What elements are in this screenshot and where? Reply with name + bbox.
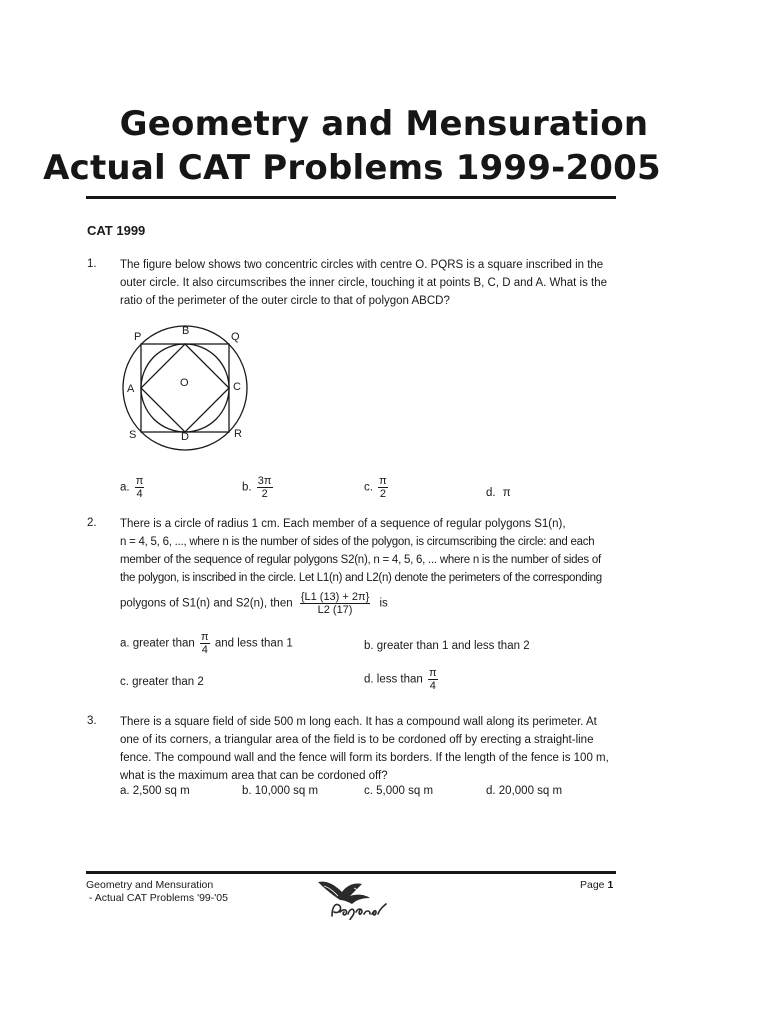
figure-label-c: C: [233, 381, 241, 393]
question-2-number: 2.: [87, 517, 97, 529]
q2-option-b: b. greater than 1 and less than 2: [364, 640, 530, 652]
figure-label-r: R: [234, 428, 242, 440]
fraction: $\frac{\pi}{4}$: [201, 631, 209, 656]
fraction: $\frac{\pi}{2}$: [379, 475, 387, 500]
question-2-line-4: the polygon, is inscribed in the circle. Let L1(n) and L2(n) denote the perimeters of the corresponding: [120, 572, 602, 584]
question-2-line-1: There is a circle of radius 1 cm. Each member of a sequence of regular polygons S1(n),: [120, 518, 566, 530]
footer-title-line-1: Geometry and Mensuration: [86, 879, 214, 891]
figure-label-a: A: [127, 383, 135, 395]
fraction: $\frac{3\pi}{2}$: [257, 475, 272, 500]
title-line-1: Geometry and Mensuration: [119, 104, 649, 144]
q2-option-c: c. greater than 2: [120, 676, 204, 688]
question-2-line-5: polygons of S1(n) and S2(n), then $\frac{\{L1 (13) + 2\pi\}}{L2 (17)}$ is: [120, 591, 388, 616]
figure-label-d: D: [181, 431, 189, 443]
question-1-number: 1.: [87, 258, 97, 270]
q1-option-b: b. $\frac{3\pi}{2}$: [242, 475, 272, 500]
question-3-text: There is a square field of side 500 m long each. It has a compound wall along its perimeter. At one of its corners, a triangular area of the field is to be cordoned off by erecting a straight-line fence. The compound wall and the fence will form its borders. If the length of the fence is 100 m, what is the maximum area that can be cordoned off?: [120, 716, 609, 782]
question-3-number: 3.: [87, 715, 97, 727]
q2-option-a: a. greater than $\frac{\pi}{4}$ and less than 1: [120, 631, 293, 656]
footer-page: Page 1: [580, 879, 614, 891]
figure-label-o: O: [180, 377, 189, 389]
q2-option-d: d. less than $\frac{\pi}{4}$: [364, 667, 437, 692]
title-rule: [86, 196, 616, 199]
pegasus-logo: [314, 876, 394, 920]
title-line-2: Actual CAT Problems 1999-2005: [43, 148, 661, 188]
section-heading: CAT 1999: [87, 223, 146, 238]
footer-rule: [86, 871, 616, 874]
figure-label-q: Q: [231, 331, 240, 343]
q3-option-a: a. 2,500 sq m: [120, 785, 190, 797]
footer-title-line-2: - Actual CAT Problems '99-'05: [86, 892, 228, 904]
q3-option-d: d. 20,000 sq m: [486, 785, 563, 797]
figure-label-p: P: [134, 331, 142, 343]
q1-option-a: a. $\frac{\pi}{4}$: [120, 475, 144, 500]
q1-option-c: c. $\frac{\pi}{2}$: [364, 475, 387, 500]
figure-label-b: B: [182, 325, 190, 337]
page-number: 1: [607, 879, 614, 891]
question-2-line-2: n = 4, 5, 6, ..., where n is the number of sides of the polygon, is circumscribing the circle: and each: [120, 536, 595, 548]
q3-option-b: b. 10,000 sq m: [242, 785, 319, 797]
figure-label-s: S: [129, 429, 137, 441]
fraction: $\frac{\pi}{4}$: [135, 475, 144, 500]
q1-option-d: d. π: [486, 487, 511, 499]
question-1-text: The figure below shows two concentric circles with centre O. PQRS is a square inscribed in the outer circle. It also circumscribes the inner circle, touching it at points B, C, D and A. What is the ratio of the perimeter of the outer circle to that of polygon ABCD?: [120, 259, 608, 307]
expression-fraction: $\frac{\{L1 (13) + 2\pi\}}{L2 (17)}$: [300, 591, 370, 616]
question-2-line-3: member of the sequence of regular polygons S2(n), n = 4, 5, 6, ... where n is the number of sides of: [120, 554, 601, 566]
fraction: $\frac{\pi}{4}$: [429, 667, 437, 692]
q3-option-c: c. 5,000 sq m: [364, 785, 434, 797]
